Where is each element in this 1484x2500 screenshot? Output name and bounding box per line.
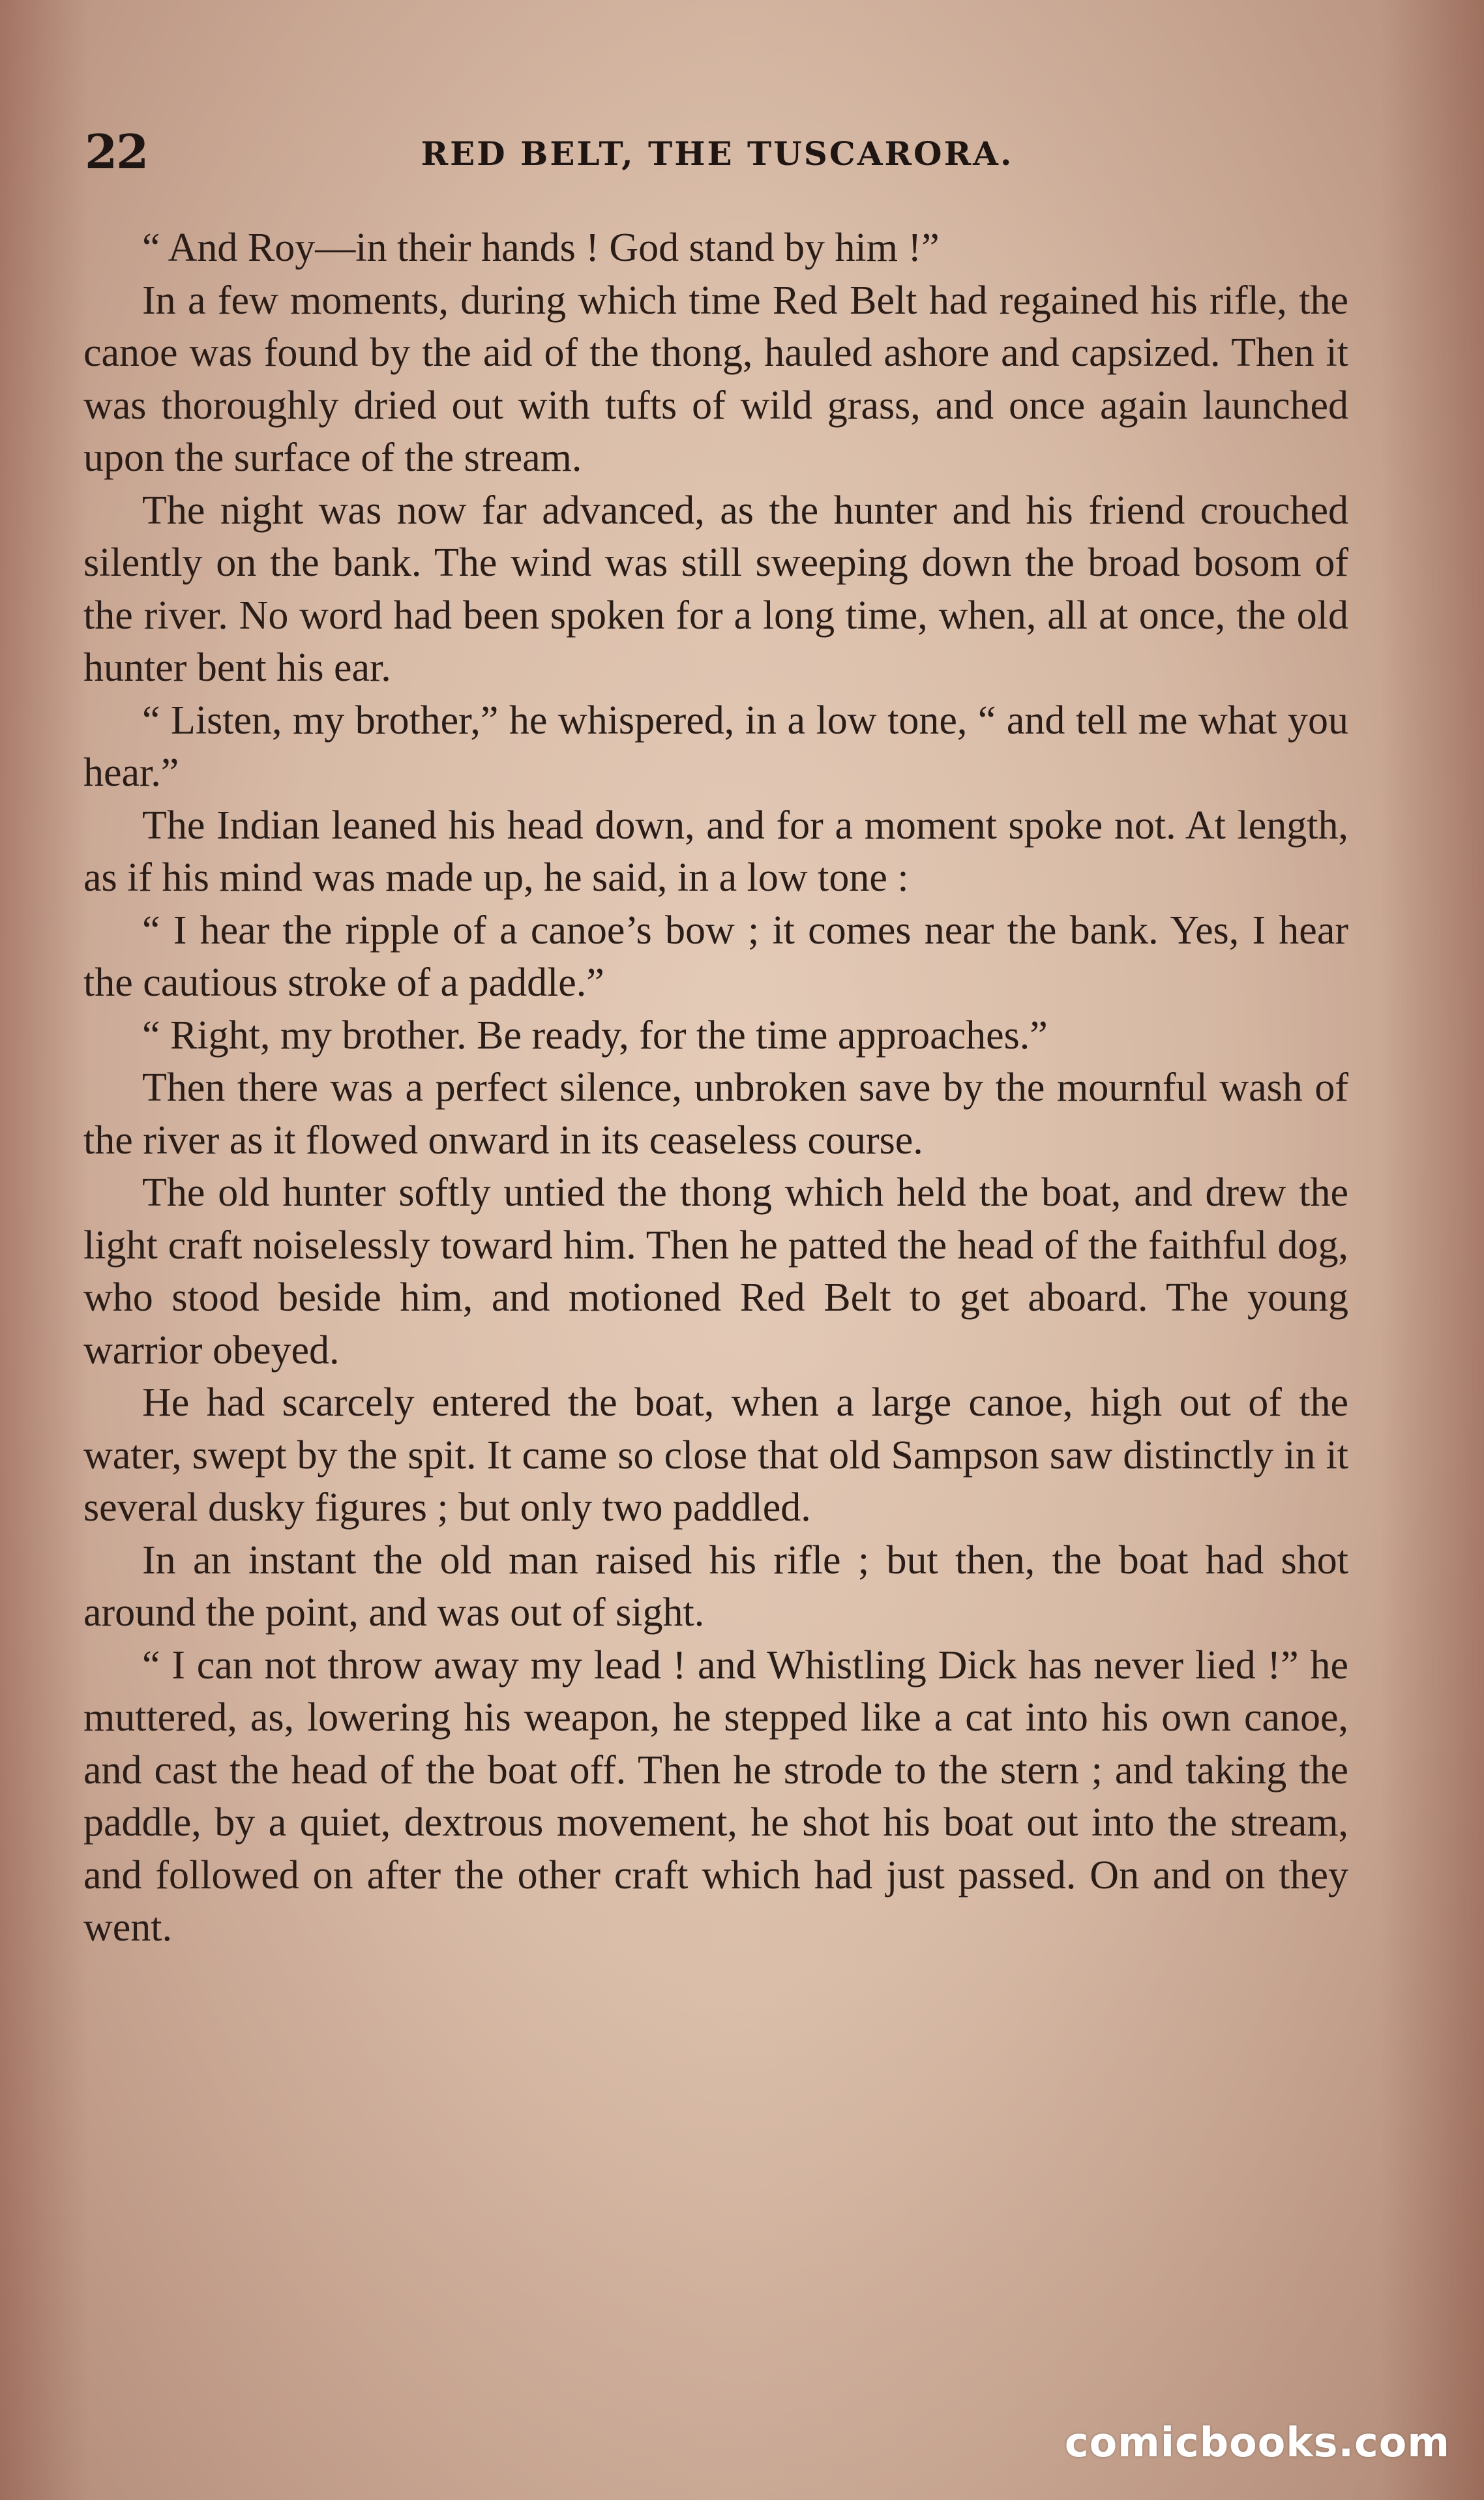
paragraph: “ Listen, my brother,” he whispered, in a low tone, “ and tell me what you hear.” — [83, 698, 1348, 795]
paragraph: Then there was a perfect silence, unbroken save by the mournful wash of the river as it flowed onward in its ceaseless course. — [83, 1065, 1348, 1163]
page-header — [85, 124, 1350, 183]
paragraph: The Indian leaned his head down, and for a moment spoke not. At length, as if his mind was made up, he said, in a low tone : — [83, 803, 1348, 900]
paragraph: “ I hear the ripple of a canoe’s bow ; it comes near the bank. Yes, I hear the cautious stroke of a paddle.” — [83, 908, 1348, 1005]
paragraph: In a few moments, during which time Red Belt had regained his rifle, the canoe was found by the aid of the thong, hauled ashore and capsized. Then it was thoroughly dried out with tufts of wild grass, and once again launched upon the surface of the stream. — [83, 278, 1348, 480]
body-text — [83, 222, 1348, 1954]
paragraph: In an instant the old man raised his rifle ; but then, the boat had shot around the point, and was out of sight. — [83, 1538, 1348, 1635]
running-head: RED BELT, THE TUSCARORA. — [421, 134, 1014, 173]
paragraph: “ And Roy—in their hands ! God stand by him !” — [142, 226, 940, 270]
page-number: 22 — [85, 124, 148, 179]
watermark-text: comicbooks.com — [1064, 2418, 1450, 2466]
paragraph: The old hunter softly untied the thong which held the boat, and drew the light craft noiselessly toward him. Then he patted the head of the faithful dog, who stood beside him, and motioned Red Belt to get aboard. The young warrior obeyed. — [83, 1170, 1348, 1373]
paragraph: The night was now far advanced, as the hunter and his friend crouched silently on the bank. The wind was still sweeping down the broad bosom of the river. No word had been spoken for a long time, when, all at once, the old hunter bent his ear. — [83, 488, 1348, 690]
paragraph: “ Right, my brother. Be ready, for the time approaches.” — [142, 1013, 1048, 1058]
paragraph: He had scarcely entered the boat, when a large canoe, high out of the water, swept by the spit. It came so close that old Sampson saw distinctly in it several dusky figures ; but only two paddled. — [83, 1380, 1348, 1530]
paragraph: “ I can not throw away my lead ! and Whistling Dick has never lied !” he muttered, as, lowering his weapon, he stepped like a cat into his own canoe, and cast the head of the boat off. Then he strode to the stern ; and taking the paddle, by a quiet, dextrous movement, he shot his boat out into the stream, and followed on after the other craft which had just passed. On and on they went. — [83, 1643, 1348, 1950]
